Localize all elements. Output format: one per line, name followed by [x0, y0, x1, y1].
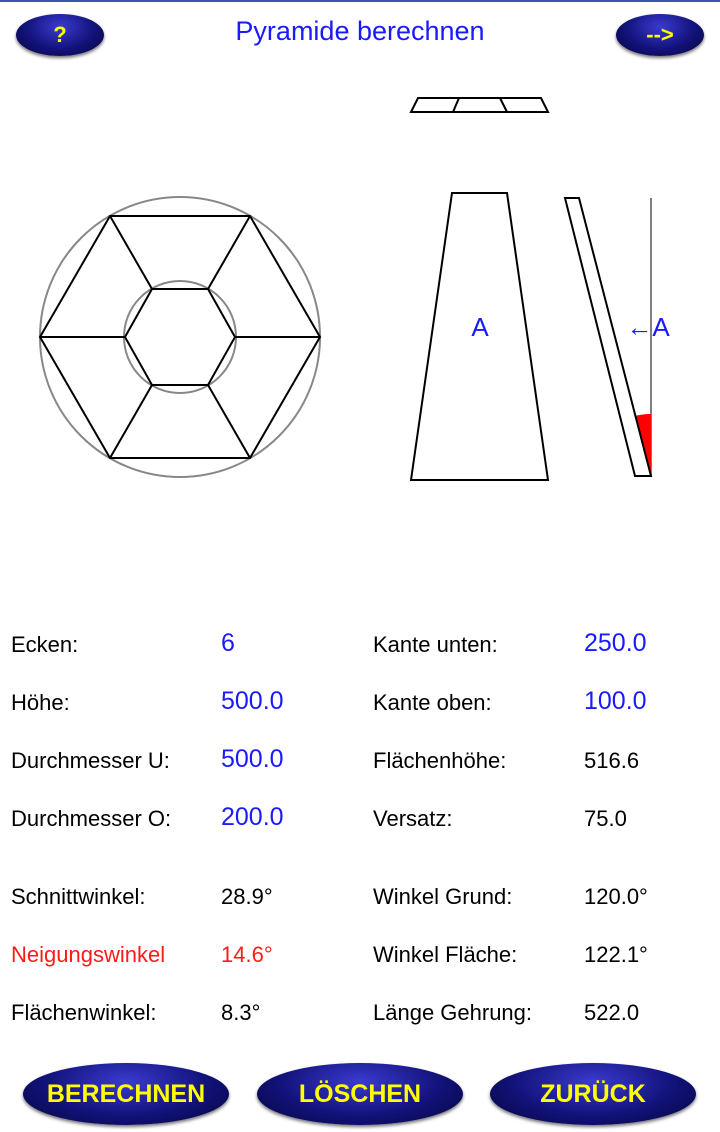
input-durchmesser-o[interactable]: 200.0 [221, 803, 284, 831]
label-durchmesser-o: Durchmesser O: [11, 806, 172, 831]
value-neigungswinkel: 14.6° [221, 942, 273, 967]
label-hoehe: Höhe: [11, 690, 70, 715]
help-button[interactable]: ? [16, 14, 104, 56]
label-versatz: Versatz: [373, 806, 453, 831]
clear-button[interactable]: LÖSCHEN [257, 1063, 463, 1125]
value-schnittwinkel: 28.9° [221, 884, 273, 909]
value-versatz: 75.0 [584, 806, 627, 831]
calculate-button[interactable]: BERECHNEN [23, 1063, 229, 1125]
input-kante-oben[interactable]: 100.0 [584, 687, 647, 715]
face-drawing [411, 193, 548, 480]
input-kante-unten[interactable]: 250.0 [584, 629, 647, 657]
pyramid-diagram [0, 80, 720, 500]
label-flaechenwinkel: Flächenwinkel: [11, 1000, 157, 1025]
input-durchmesser-u[interactable]: 500.0 [221, 745, 284, 773]
input-ecken[interactable]: 6 [221, 629, 235, 657]
label-kante-unten: Kante unten: [373, 632, 498, 657]
label-winkel-flaeche: Winkel Fläche: [373, 942, 518, 967]
label-flaechenhoehe: Flächenhöhe: [373, 748, 507, 773]
top-strip-drawing [411, 98, 548, 112]
top-view-drawing [40, 197, 320, 477]
label-kante-oben: Kante oben: [373, 690, 492, 715]
inner-hexagon [125, 289, 235, 385]
value-flaechenhoehe: 516.6 [584, 748, 640, 773]
value-laenge-gehrung: 522.0 [584, 1000, 640, 1025]
value-winkel-flaeche: 122.1° [584, 942, 648, 967]
view-label: ←A [626, 312, 670, 342]
value-winkel-grund: 120.0° [584, 884, 648, 909]
hexagon-edges [40, 216, 320, 458]
label-ecken: Ecken: [11, 632, 79, 657]
label-laenge-gehrung: Länge Gehrung: [373, 1000, 533, 1025]
top-border [0, 0, 720, 2]
input-hoehe[interactable]: 500.0 [221, 687, 284, 715]
face-label: A [471, 312, 489, 342]
profile-drawing [565, 198, 670, 476]
back-button[interactable]: ZURÜCK [490, 1063, 696, 1125]
value-flaechenwinkel: 8.3° [221, 1000, 261, 1025]
label-neigungswinkel: Neigungswinkel [11, 942, 166, 967]
label-winkel-grund: Winkel Grund: [373, 884, 513, 909]
next-button[interactable]: --> [616, 14, 704, 56]
label-schnittwinkel: Schnittwinkel: [11, 884, 146, 909]
label-durchmesser-u: Durchmesser U: [11, 748, 170, 773]
page-title: Pyramide berechnen [235, 16, 485, 46]
inner-circle [124, 281, 236, 393]
